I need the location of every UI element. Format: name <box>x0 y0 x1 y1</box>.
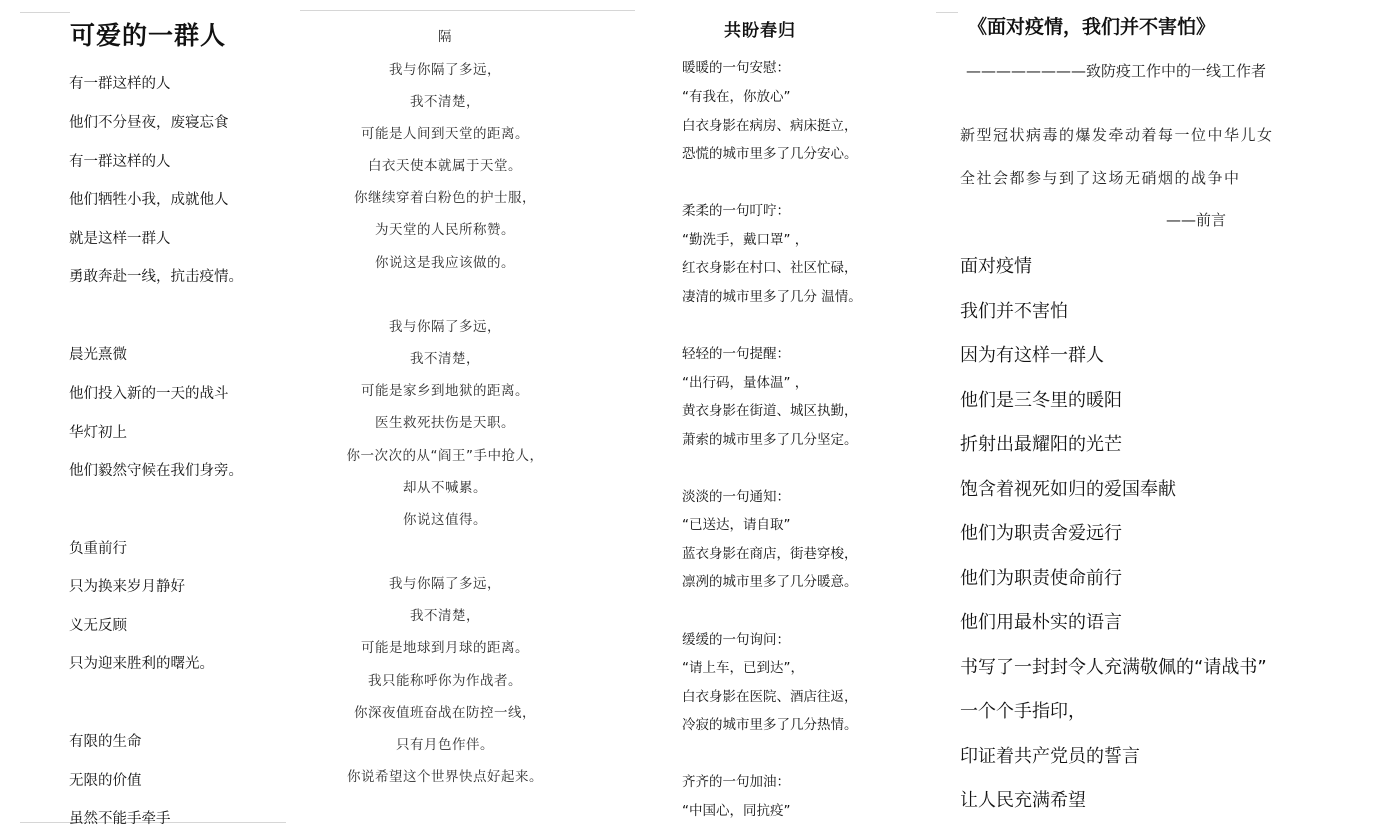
poem-3-line: 轻轻的一句提醒： <box>682 346 790 362</box>
poem-1-line: 勇敢奔赴一线，抗击疫情。 <box>69 269 243 285</box>
poem-2-line: 白衣天使本就属于天堂。 <box>368 158 522 174</box>
poem-2-line: 可能是家乡到地狱的距离。 <box>361 383 529 399</box>
poem-4-line: 他们是三冬里的暖阳 <box>960 390 1122 411</box>
poem-column-1 <box>0 0 290 834</box>
poem-4-line: 印证着共产党员的誓言 <box>960 746 1140 767</box>
poem-3-line: 凄清的城市里多了几分 温情。 <box>682 289 862 305</box>
poem-1-line: 义无反顾 <box>69 618 127 634</box>
poem-3-line: 柔柔的一句叮咛： <box>682 203 790 219</box>
poem-3-line: 暖暖的一句安慰： <box>682 60 790 76</box>
poem-2-line: 我与你隔了多远， <box>389 319 501 335</box>
poem-2-line: 你说这值得。 <box>403 512 487 528</box>
poem-2-line: 你说这是我应该做的。 <box>375 255 515 271</box>
poem-1-line: 他们投入新的一天的战斗 <box>69 386 229 402</box>
poem-4-line: 因为有这样一群人 <box>960 345 1104 366</box>
poem-2-line: 可能是地球到月球的距离。 <box>361 640 529 656</box>
poem-2-line: 我与你隔了多远， <box>389 62 501 78</box>
poem-4-line: 折射出最耀阳的光芒 <box>960 434 1122 455</box>
poem-4-subtitle: ————————致防疫工作中的一线工作者 <box>966 62 1267 80</box>
poem-1-line: 有限的生命 <box>69 734 142 750</box>
poem-2-line: 你深夜值班奋战在防控一线， <box>354 705 536 721</box>
poem-3-line: 淡淡的一句通知： <box>682 489 790 505</box>
poem-1-line: 有一群这样的人 <box>69 154 171 170</box>
poem-1-line: 他们不分昼夜，废寝忘食 <box>69 115 229 131</box>
poem-4-line: 他们为职责使命前行 <box>960 568 1122 589</box>
poem-1-line: 负重前行 <box>69 541 127 557</box>
poem-3-line: 萧索的城市里多了几分坚定。 <box>682 432 858 448</box>
poem-2-line: 我与你隔了多远， <box>389 576 501 592</box>
poem-3-line: 蓝衣身影在商店，街巷穿梭， <box>682 546 858 562</box>
poem-4-title: 《面对疫情，我们并不害怕》 <box>968 16 1216 38</box>
poem-4-line: 他们用最朴实的语言 <box>960 612 1122 633</box>
poem-2-line: 你说希望这个世界快点好起来。 <box>347 769 543 785</box>
poem-1-line: 晨光熹微 <box>69 347 127 363</box>
poem-column-4 <box>938 0 1377 834</box>
poem-3-line: “出行码，量体温” ， <box>682 375 809 391</box>
poem-1-title: 可爱的一群人 <box>70 21 227 50</box>
poem-2-title: 隔 <box>438 29 452 45</box>
poem-3-line: 冷寂的城市里多了几分热情。 <box>682 717 858 733</box>
poem-2-line: 你一次次的从“阎王”手中抢人， <box>346 448 544 464</box>
poem-column-3 <box>640 0 930 834</box>
poem-3-line: “中国心，同抗疫” <box>682 803 791 819</box>
poem-1-line: 他们毅然守候在我们身旁。 <box>69 463 243 479</box>
poem-4-line: 我们并不害怕 <box>960 301 1068 322</box>
poem-3-line: “勤洗手，戴口罩” ， <box>682 232 809 248</box>
poem-3-line: 恐慌的城市里多了几分安心。 <box>682 146 858 162</box>
poem-2-line: 只有月色作伴。 <box>396 737 494 753</box>
poem-4-line: 他们为职责舍爱远行 <box>960 523 1122 544</box>
poem-4-line: 让人民充满希望 <box>960 790 1086 811</box>
poem-3-line: 红衣身影在村口、社区忙碌， <box>682 260 858 276</box>
poem-3-line: “请上车，已到达”， <box>682 660 804 676</box>
poem-2-line: 我只能称呼你为作战者。 <box>368 673 522 689</box>
poem-4-preface-note: ——前言 <box>1166 211 1227 229</box>
poem-3-line: 白衣身影在病房、病床挺立， <box>682 118 858 134</box>
poem-3-line: “已送达，请自取” <box>682 517 791 533</box>
poem-2-line: 可能是人间到天堂的距离。 <box>361 126 529 142</box>
poem-2-line: 却从不喊累。 <box>403 480 487 496</box>
poem-1-line: 只为换来岁月静好 <box>69 579 185 595</box>
poem-3-line: 凛冽的城市里多了几分暖意。 <box>682 574 858 590</box>
poem-1-line: 他们牺牲小我，成就他人 <box>69 192 229 208</box>
poem-3-line: 黄衣身影在街道、城区执勤， <box>682 403 858 419</box>
poem-3-title: 共盼春归 <box>724 21 796 41</box>
poem-2-line: 你继续穿着白粉色的护士服， <box>354 190 536 206</box>
poem-1-line: 有一群这样的人 <box>69 76 171 92</box>
poem-1-line: 华灯初上 <box>69 425 127 441</box>
poem-2-line: 我不清楚， <box>410 351 480 367</box>
poem-3-line: 白衣身影在医院、酒店往返， <box>682 689 858 705</box>
poem-column-2 <box>300 0 635 834</box>
poem-4-preface-line: 新型冠状病毒的爆发牵动着每一位中华儿女 <box>960 126 1274 144</box>
poem-3-line: 齐齐的一句加油： <box>682 774 790 790</box>
poem-3-line: “有我在，你放心” <box>682 89 791 105</box>
poem-4-preface-line: 全社会都参与到了这场无硝烟的战争中 <box>960 169 1241 187</box>
poem-4-line: 书写了一封封令人充满敬佩的“请战书” <box>960 657 1267 678</box>
poem-4-line: 饱含着视死如归的爱国奉献 <box>960 479 1176 500</box>
poem-1-line: 无限的价值 <box>69 773 142 789</box>
poem-2-line: 为天堂的人民所称赞。 <box>375 222 515 238</box>
poem-4-line: 一个个手指印， <box>960 701 1086 722</box>
poem-2-line: 医生救死扶伤是天职。 <box>375 415 515 431</box>
poem-1-line: 就是这样一群人 <box>69 231 171 247</box>
poem-1-line: 只为迎来胜利的曙光。 <box>69 656 214 672</box>
poem-2-line: 我不清楚， <box>410 94 480 110</box>
poem-3-line: 缓缓的一句询问： <box>682 632 790 648</box>
poem-4-line: 面对疫情 <box>960 256 1032 277</box>
poem-2-line: 我不清楚， <box>410 608 480 624</box>
poem-1-line: 虽然不能手牵手 <box>69 811 171 827</box>
